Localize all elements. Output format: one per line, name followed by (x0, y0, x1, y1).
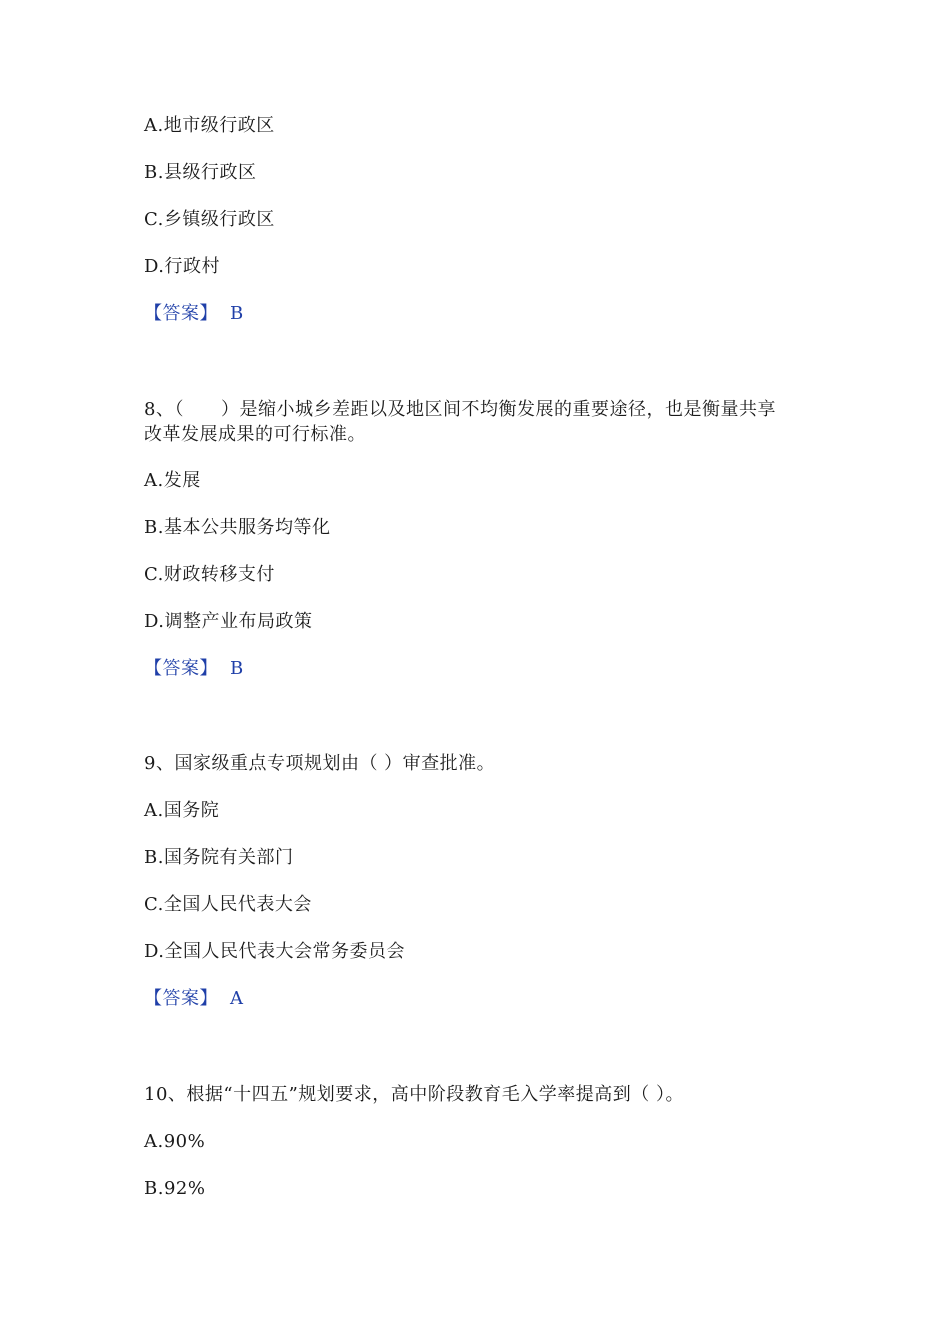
q7-option-b: B.县级行政区 (144, 162, 257, 183)
q8-option-d: D.调整产业布局政策 (144, 611, 313, 632)
q10-option-a: A.90% (144, 1131, 206, 1152)
q7-option-a: A.地市级行政区 (144, 115, 275, 136)
answer-label: 【答案】 (144, 658, 218, 679)
q7-answer (144, 303, 244, 325)
q10-option-b: B.92% (144, 1178, 206, 1199)
q9-option-d: D.全国人民代表大会常务委员会 (144, 941, 406, 962)
q9-option-c: C.全国人民代表大会 (144, 894, 312, 915)
answer-value: B (230, 303, 244, 324)
answer-value: A (230, 988, 244, 1009)
q8-question-line2: 改革发展成果的可行标准。 (144, 424, 366, 445)
q7-option-c: C.乡镇级行政区 (144, 209, 275, 230)
q10-question: 10、根据“十四五”规划要求，高中阶段教育毛入学率提高到（ ）。 (144, 1084, 685, 1105)
q8-option-c: C.财政转移支付 (144, 564, 275, 585)
q7-option-d: D.行政村 (144, 256, 221, 277)
answer-value: B (230, 658, 244, 679)
q8-option-a: A.发展 (144, 470, 201, 491)
q8-question-line1: 8、（ ）是缩小城乡差距以及地区间不均衡发展的重要途径，也是衡量共享 (144, 399, 776, 420)
q9-answer (144, 988, 244, 1010)
answer-label: 【答案】 (144, 988, 218, 1009)
q9-option-a: A.国务院 (144, 800, 220, 821)
q8-answer (144, 658, 244, 680)
answer-label: 【答案】 (144, 303, 218, 324)
q9-question: 9、国家级重点专项规划由（ ）审查批准。 (144, 753, 496, 774)
q8-option-b: B.基本公共服务均等化 (144, 517, 331, 538)
q9-option-b: B.国务院有关部门 (144, 847, 294, 868)
